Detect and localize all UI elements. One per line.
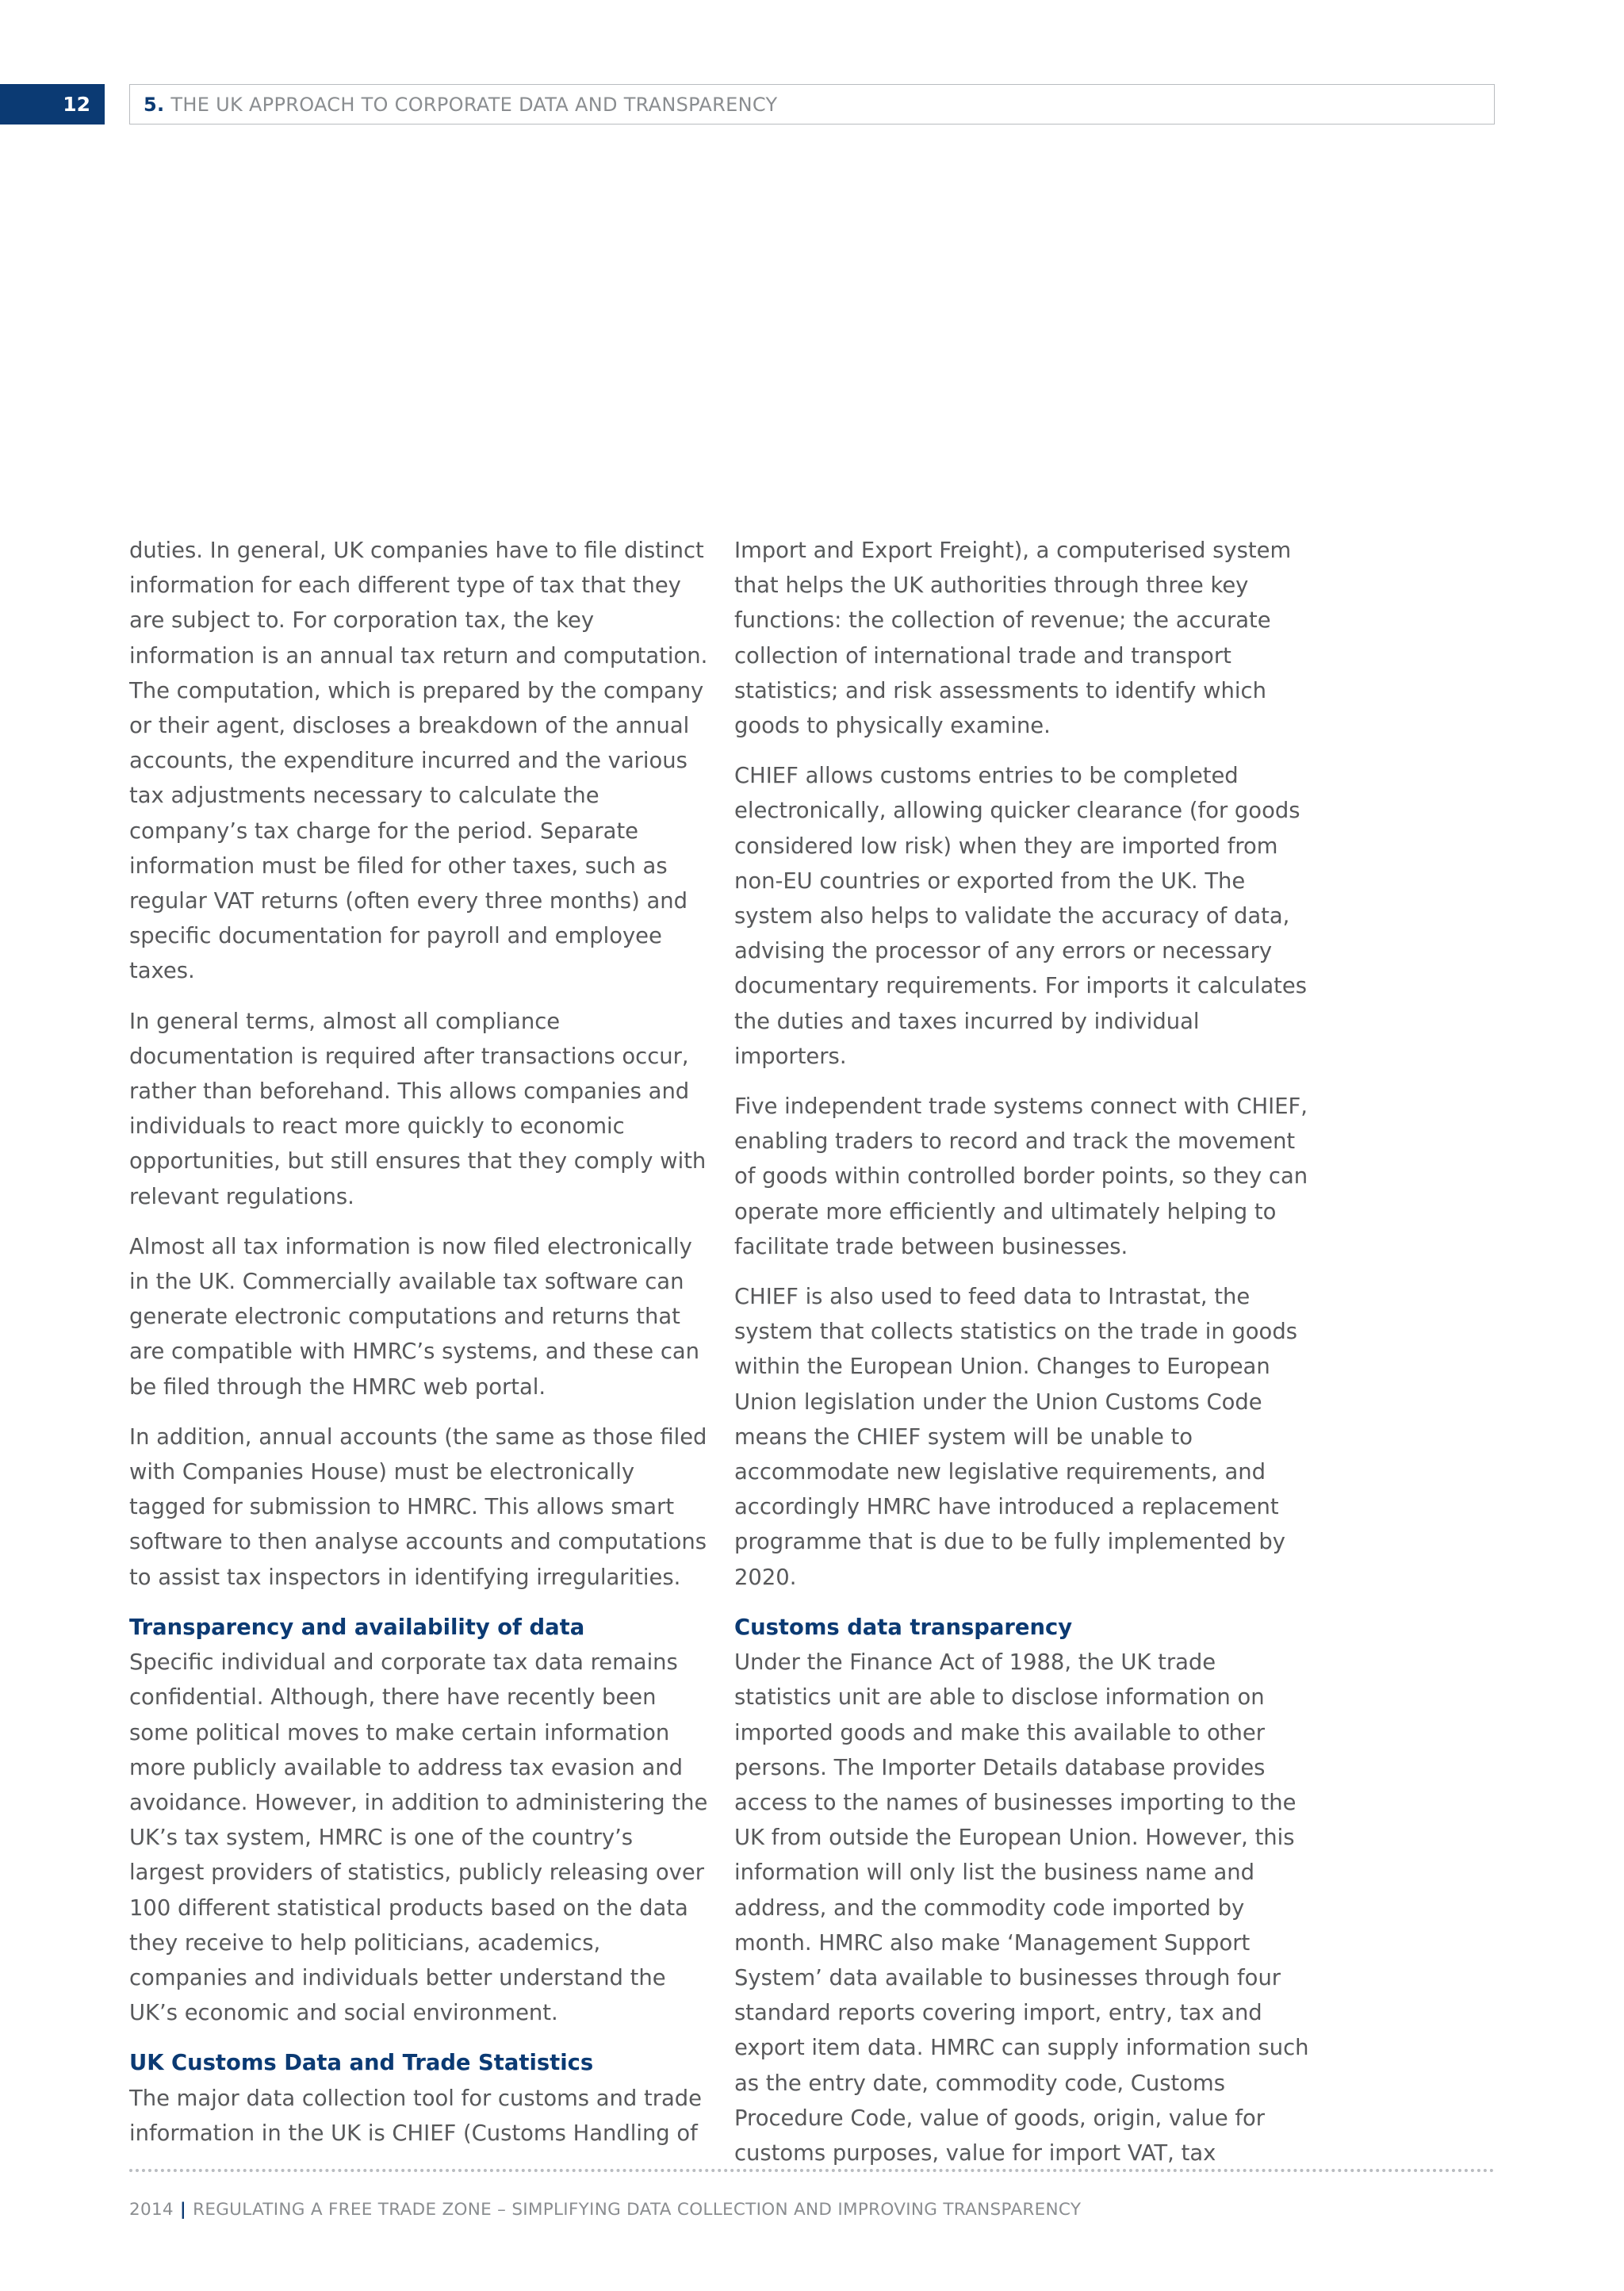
footer (129, 2200, 1495, 2220)
footer-title: REGULATING A FREE TRADE ZONE – SIMPLIFYING DATA COLLECTION AND IMPROVING TRANSPARENCY (193, 2200, 1082, 2220)
page-number: 12 (0, 84, 105, 125)
paragraph: The major data collection tool for customs and trade information in the UK is CHIEF (Customs Handling of (129, 2086, 703, 2146)
footer-separator: | (179, 2200, 187, 2220)
paragraph: Under the Finance Act of 1988, the UK trade statistics unit are able to disclose information on imported goods and make this available to other persons. The Importer Details database provides access to the names of businesses importing to the UK from outside the European Union. However, this information will only list the business name and address, and the commodity code imported by month. HMRC also make ‘Management Support System’ data available to businesses through four standard reports covering import, entry, tax and export item data. HMRC can supply information such as the entry date, commodity code, Customs Procedure Code, value of goods, origin, value for customs purposes, value for import VAT, tax (734, 1650, 1309, 2166)
section-number: 5. (144, 93, 165, 116)
left-column (129, 534, 708, 2166)
paragraph: In general terms, almost all compliance documentation is required after transactions occur, rather than beforehand. This allows companies and individuals to react more quickly to economic opportunities, but still ensures that they comply with relevant regulations. (129, 1009, 707, 1209)
paragraph: CHIEF is also used to feed data to Intrastat, the system that collects statistics on the trade in goods within the European Union. Changes to European Union legislation under the Union Customs Code means the CHIEF system will be unable to accommodate new legislative requirements, and accordingly HMRC have introduced a replacement programme that is due to be fully implemented by 2020. (734, 1285, 1297, 1590)
paragraph: Five independent trade systems connect with CHIEF, enabling traders to record and track the movement of goods within controlled border points, so they can operate more efficiently and ultimately helping to facilitate trade between businesses. (734, 1094, 1308, 1259)
section-title: THE UK APPROACH TO CORPORATE DATA AND TRANSPARENCY (170, 93, 778, 116)
subheading-transparency: Transparency and availability of data (129, 1615, 585, 1640)
paragraph: duties. In general, UK companies have to file distinct information for each different type of tax that they are subject to. For corporation tax, the key information is an annual tax return and computation. The computation, which is prepared by the company or their agent, discloses a breakdown of the annual accounts, the expenditure incurred and the various tax adjustments necessary to calculate the company’s tax charge for the period. Separate information must be filed for other taxes, such as regular VAT returns (often every three months) and specific documentation for payroll and employee taxes. (129, 538, 708, 984)
subheading-customs-data-transparency: Customs data transparency (734, 1615, 1073, 1640)
footer-year: 2014 (129, 2200, 174, 2220)
subheading-customs-trade-statistics: UK Customs Data and Trade Statistics (129, 2051, 594, 2076)
paragraph: In addition, annual accounts (the same as those filed with Companies House) must be electronically tagged for submission to HMRC. This allows smart software to then analyse accounts and computations to assist tax inspectors in identifying irregularities. (129, 1424, 707, 1590)
paragraph: Import and Export Freight), a computerised system that helps the UK authorities through three key functions: the collection of revenue; the accurate collection of international trade and transport statistics; and risk assessments to identify which goods to physically examine. (734, 538, 1292, 739)
footer-divider (129, 2169, 1495, 2172)
paragraph: Specific individual and corporate tax data remains confidential. Although, there have recently been some political moves to make certain information more publicly available to address tax evasion and avoidance. However, in addition to administering the UK’s tax system, HMRC is one of the country’s largest providers of statistics, publicly releasing over 100 different statistical products based on the data they receive to help politicians, academics, companies and individuals better understand the UK’s economic and social environment. (129, 1650, 708, 2026)
paragraph: CHIEF allows customs entries to be completed electronically, allowing quicker clearance (for goods considered low risk) when they are imported from non-EU countries or exported from the UK. The system also helps to validate the accuracy of data, advising the processor of any errors or necessary documentary requirements. For imports it calculates the duties and taxes incurred by individual importers. (734, 764, 1307, 1069)
paragraph: Almost all tax information is now filed electronically in the UK. Commercially available tax software can generate electronic computations and returns that are compatible with HMRC’s systems, and these can be filed through the HMRC web portal. (129, 1234, 700, 1400)
section-header (129, 84, 1495, 125)
right-column (734, 534, 1313, 2186)
